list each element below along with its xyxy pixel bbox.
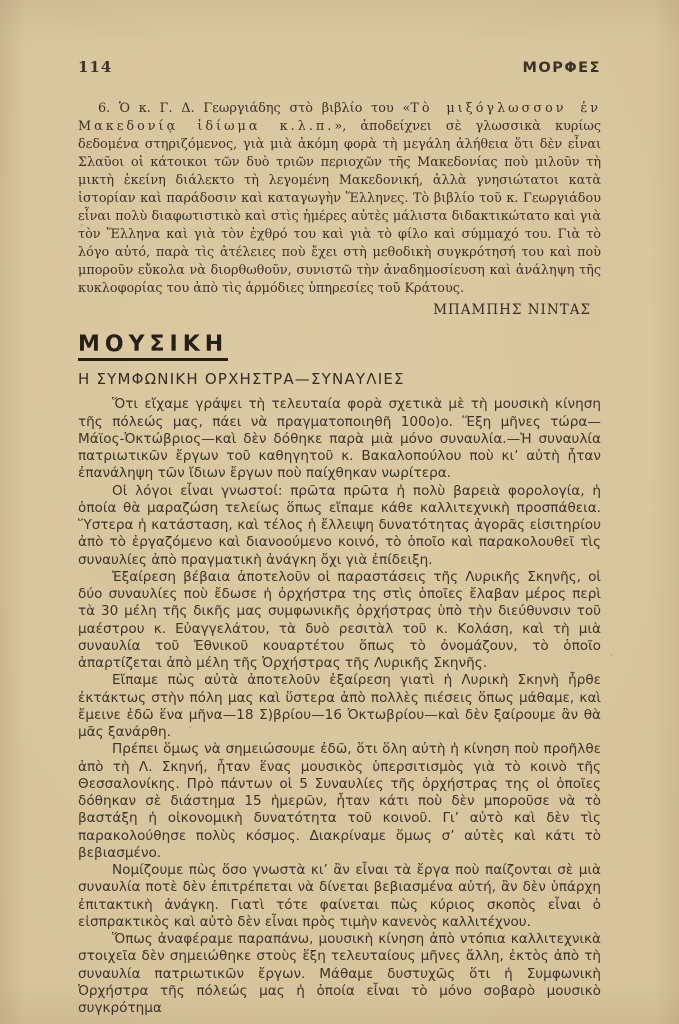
page-header xyxy=(78,58,601,76)
music-paragraph-3: Ἐξαίρεση βέβαια ἀποτελοῦν οἱ παραστάσεις τῆς Λυρικῆς Σκηνῆς, οἱ δύο συναυλίες ποὺ ἔδωσε ἡ ὀρχήστρα της στὶς ὁποῖες ἔλαβαν μέρος περὶ τὰ 30 μέλη τῆς δικῆς μας συμφωνικῆς ὀρχήστρας ὑπὸ τὴν διεύθυνσιν τοῦ μαέστρου κ. Εὐαγγελάτου, τὰ δυὸ ρεσιτὰλ τοῦ κ. Κολάση, καὶ τὴ μιὰ συναυλία τοῦ Ἐθνικοῦ κουαρτέτου ὅπως τὸ ὀνομάζουν, τὸ ὁποῖο ἀπαρτίζεται ἀπὸ μέλη τῆς Ὀρχήστρας τῆς Λυρικῆς Σκηνῆς. xyxy=(78,568,601,672)
music-paragraph-1: Ὅτι εἴχαμε γράψει τὴ τελευταία φορὰ σχετικὰ μὲ τὴ μουσικὴ κίνηση τῆς πόλεώς μας, πάει νὰ πραγματοποιηθῆ 100ο)ο. Ἕξη μῆνες τώρα—Μάϊος-Ὀκτώβριος—καὶ δὲν δόθηκε παρὰ μιὰ μόνο συναυλία.—Ἡ συναυλία πατριωτικῶν ἔργων τοῦ καθηγητοῦ κ. Βακαλοπούλου ποὺ κι’ αὐτὴ ἦταν ἐπανάληψη τῶν ἴδιων ἔργων ποὺ παίχθηκαν νωρίτερα. xyxy=(78,396,601,482)
music-paragraph-6: Νομίζουμε πὼς ὅσο γνωστὰ κι’ ἂν εἶναι τὰ ἔργα ποὺ παίζονται σὲ μιὰ συναυλία ποτὲ δὲν ἐπιτρέπεται νὰ δίνεται βεβιασμένα αὐτή, ἂν δὲν ὑπάρχη ἐπιτακτικὴ ἀνάγκη. Γιατὶ τότε φαίνεται πὼς κύριος σκοπὸς εἶναι ὁ εἰσπρακτικὸς καὶ αὐτὸ δὲν εἶναι πρὸς τιμὴν κανενὸς καλλιτέχνου. xyxy=(78,862,601,930)
music-paragraph-2: Οἱ λόγοι εἶναι γνωστοί: πρῶτα πρῶτα ἡ πολὺ βαρειὰ φορολογία, ἡ ὁποία θὰ μαραζώση τελείως ὅπως εἴπαμε κάθε καλλιτεχνικὴ προσπάθεια. Ὕστερα ἡ κατάσταση, καὶ τέλος ἡ ἔλλειψη δυνατότητας ἀγορᾶς εἰσιτηρίου ἀπὸ τὸ ἐργαζόμενο καὶ διανοούμενο κοινό, τὸ ὁποῖο καὶ παρακολουθεῖ τὶς συναυλίες ἀπὸ πραγματικὴ ἀνάγκη ὄχι γιὰ ἐπίδειξη. xyxy=(78,482,601,568)
music-paragraph-4: Εἴπαμε πὼς αὐτὰ ἀποτελοῦν ἐξαίρεση γιατὶ ἡ Λυρικὴ Σκηνὴ ἦρθε ἐκτάκτως στὴν πόλη μας καὶ ὕστερα ἀπὸ πολλὲς πιέσεις ὅπως μάθαμε, καὶ ἔμεινε ἐδῶ ἕνα μῆνα—18 Σ)βρίου—16 Ὀκτωβρίου—καὶ δὲν ξαίρουμε ἂν θὰ μᾶς ξανάρθη. xyxy=(78,672,601,741)
music-paragraph-7: Ὅπως ἀναφέραμε παραπάνω, μουσικὴ κίνηση ἀπὸ ντόπια καλλιτεχνικὰ στοιχεῖα δὲν σημειώθηκε στοὺς ἕξη τελευταίους μῆνες ἄλλη, ἐκτὸς ἀπὸ τὴ συναυλία πατριωτικῶν ἔργων. Μάθαμε δυστυχῶς ὅτι ἡ Συμφωνικὴ Ὀρχήστρα τῆς πόλεώς μας ἡ ὁποία εἶναι τὸ μόνο σοβαρὸ μουσικὸ συγκρότημα xyxy=(78,931,601,1017)
journal-title: ΜΟΡΦΕΣ xyxy=(522,60,601,76)
author-signature: ΜΠΑΜΠΗΣ ΝΙΝΤΑΣ xyxy=(433,302,591,319)
note-lead-text: 6. Ὁ κ. Γ. Δ. Γεωργιάδης στὸ βιβλίο του « xyxy=(98,101,411,116)
note-rest-text: », ἀποδείχνει σὲ γλωσσικὰ κυρίως δεδομένα στηριζόμενος, γιὰ μιὰ ἀκόμη φορὰ τὴ μεγάλη ἀλήθεια ὅτι δὲν εἶναι Σλαῦοι οἱ κάτοικοι τῶν δυὸ τριῶν περιοχῶν τῆς Μακεδονίας ποὺ μιλοῦν τὴ μικτὴ ἐκείνη διάλεκτο τὴ λεγομένη Μακεδονική, ἀλλὰ γνησιώτατοι κατὰ ἱστορίαν καὶ παράδοσιν καὶ καταγωγὴν Ἕλληνες. Τὸ βιβλίο τοῦ κ. Γεωργιάδου εἶναι πολὺ διαφωτιστικὸ καὶ στὶς ἡμέρες αὐτὲς μάλιστα διδακτικώτατο καὶ γιὰ τὸν Ἕλληνα καὶ γιὰ τὸν ἐχθρό του καὶ γιὰ τὸ φίλο καὶ σύμμαχό του. Γιὰ τὸ λόγο αὐτό, παρὰ τὶς ἀτέλειες ποὺ ἔχει στὴ μεθοδικὴ συγκρότησή του καὶ ποὺ μποροῦν εὔκολα νὰ διορθωθοῦν, συνιστῶ τὴν ἀναδημοσίευση καὶ ἀνάληψη τῆς κυκλοφορίας του ἀπὸ τὶς ἁρμόδιες ὑπηρεσίες τοῦ Κράτους. xyxy=(78,119,601,297)
book-review-note xyxy=(78,100,601,318)
music-section xyxy=(78,332,601,1017)
section-subtitle: Η ΣΥΜΦΩΝΙΚΗ ΟΡΧΗΣΤΡΑ—ΣΥΝΑΥΛΙΕΣ xyxy=(78,370,405,389)
section-title: ΜΟΥΣΙΚΗ xyxy=(78,332,228,361)
book-title: Τὸ μιξόγλωσσον ἐν Μακεδονίᾳ ἰδίωμα κ.λ.π. xyxy=(78,101,601,135)
music-paragraph-5: Πρέπει ὅμως νὰ σημειώσουμε ἐδῶ, ὅτι ὅλη αὐτὴ ἡ κίνηση ποὺ προῆλθε ἀπὸ τὴ Λ. Σκηνή, ἦταν ἕνας μουσικὸς ὑπερσιτισμὸς γιὰ τὸ κοινὸ τῆς Θεσσαλονίκης. Πρὸ πάντων οἱ 5 Συναυλίες τῆς ὀρχήστρας της οἱ ὁποῖες δόθηκαν σὲ διάστημα 15 ἡμερῶν, ἦταν κάτι ποὺ δὲν μποροῦσε νὰ τὸ βαστάξη ἡ οἰκονομικὴ δυνατότητα τοῦ κοινοῦ. Γι’ αὐτὸ καὶ δὲν τὶς παρακολούθησε πολὺς κόσμος. Διακρίναμε ὅμως σ’ αὐτὲς καὶ κάτι τὸ βεβιασμένο. xyxy=(78,741,601,861)
page-number: 114 xyxy=(78,58,113,76)
music-body xyxy=(78,396,601,1017)
note-paragraph xyxy=(78,100,601,298)
